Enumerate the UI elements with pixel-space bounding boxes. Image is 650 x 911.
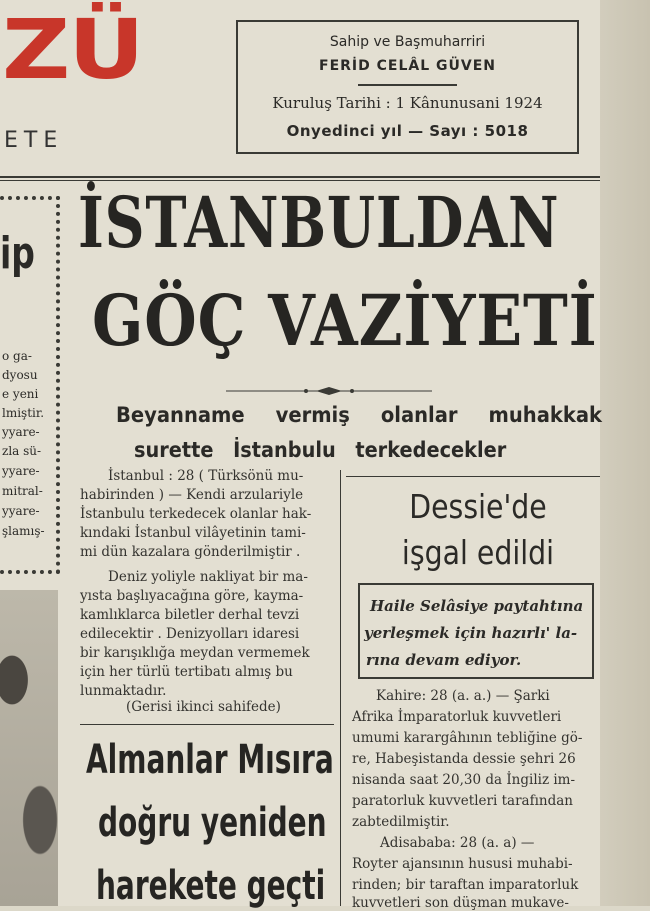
founded-date: Kuruluş Tarihi : 1 Kânunusani 1924 [272,94,543,112]
summary-line: yerleşmek için hazırlı' la- [364,624,578,642]
dessie-body-line: kuvvetleri son düşman mukave- [352,895,569,911]
left-fragment-line: zla sü- [2,444,42,458]
summary-line: rına devam ediyor. [366,651,522,669]
summary-line: Haile Selâsiye paytahtına [370,597,584,615]
dessie-body-line: zabtedilmiştir. [352,814,450,830]
second-headline-line: harekete geçti [96,863,326,909]
story-body-line: İstanbulu terkedecek olanlar hak- [80,506,312,522]
right-column-rule [346,476,600,477]
masthead-info-box [236,20,579,154]
main-headline-2: GÖÇ VAZİYETİ [92,279,598,362]
story-body-line: bir karışıklığa meydan vermemek [80,645,310,661]
newspaper-logo: ZÜ [2,3,143,98]
dessie-body-line: Adisababa: 28 (a. a) — [380,835,535,851]
newspaper-logo-sub: ETE [4,128,64,153]
story-body-line: kındaki İstanbul vilâyetinin tami- [80,525,306,541]
main-subhead-2: surette İstanbulu terkedecekler [134,438,507,462]
dessie-body-line: paratorluk kuvvetleri tarafından [352,793,573,809]
story-body-line: edilecektir . Denizyolları idaresi [80,626,300,642]
story-body-line: kamlıklarca biletler derhal tevzi [80,607,300,623]
left-fragment-line: o ga- [2,349,32,363]
next-page-edge [600,0,650,906]
story-body-line: mi dün kazalara gönderilmiştir . [80,544,301,560]
story-body-line: için her türlü tertibatı almış bu [80,664,293,680]
dessie-body-line: re, Habeşistanda dessie şehri 26 [352,751,576,767]
issue-number: Onyedinci yıl — Sayı : 5018 [286,122,529,140]
main-headline-1: İSTANBULDAN [78,181,560,264]
dessie-body-line: umumi karargâhının tebliğine gö- [352,730,583,746]
dessie-body-line: Royter ajansının hususi muhabi- [352,856,573,872]
left-fragment-line: yyare- [2,504,40,518]
dessie-headline-2: işgal edildi [401,533,555,572]
left-fragment-line: lmiştir. [2,406,45,420]
dessie-summary-box [358,583,594,679]
dessie-body-line: Kahire: 28 (a. a.) — Şarki [376,688,550,704]
left-fragment-line: yyare- [2,425,40,439]
story-continued-note: (Gerisi ikinci sahifede) [126,699,281,715]
owner-label: Sahip ve Başmuharriri [329,34,486,50]
column-divider [340,470,341,906]
portrait-photo [0,590,58,906]
story-body-line: yısta başlıyacağına göre, kayma- [80,588,304,604]
dessie-body-line: Afrika İmparatorluk kuvvetleri [352,709,562,725]
main-subhead-1: Beyanname vermiş olanlar muhakkak [116,403,603,427]
story-body-line: lunmaktadır. [80,683,167,699]
left-fragment-line: yyare- [2,464,40,478]
headline-ornament [226,386,432,396]
masthead-rule [0,176,600,178]
story-body-line: Deniz yoliyle nakliyat bir ma- [108,569,308,585]
left-fragment-line: dyosu [2,368,38,382]
left-fragment-line: şlamış- [2,524,45,538]
second-headline-line: Almanlar Mısıra [86,737,334,783]
left-fragment-line: e yeni [2,387,39,401]
left-fragment-heading: ip [0,228,35,279]
story-separator [80,724,334,725]
owner-name: FERİD CELÂL GÜVEN [319,58,496,74]
info-separator [358,84,457,86]
dessie-body-line: rinden; bir taraftan imparatorluk [352,877,579,893]
dessie-headline-1: Dessie'de [409,487,547,526]
story-body-line: İstanbul : 28 ( Türksönü mu- [108,468,304,484]
dessie-body-line: nisanda saat 20,30 da İngiliz im- [352,772,576,788]
left-fragment-line: mitral- [2,484,43,498]
story-body-line: habirinden ) — Kendi arzulariyle [80,487,304,503]
second-headline-line: doğru yeniden [98,800,327,846]
